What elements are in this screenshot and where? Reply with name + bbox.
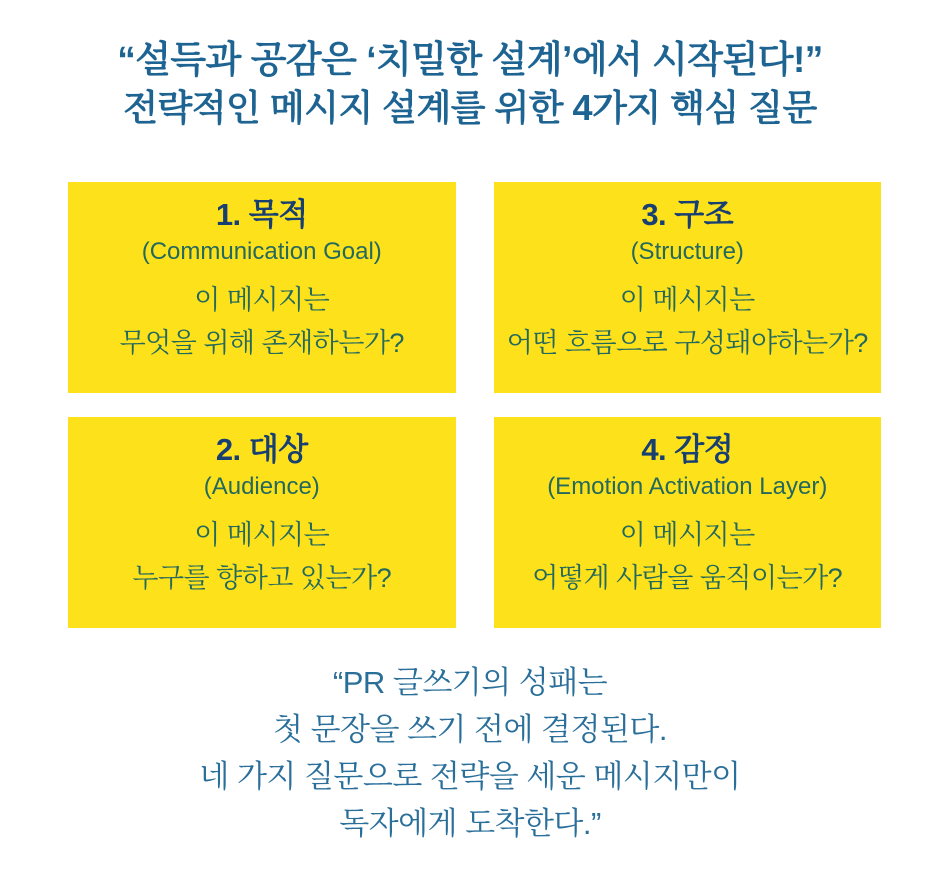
card-audience-heading: 2. 대상 [215, 432, 308, 467]
card-goal-question-line-2: 무엇을 위해 존재하는가? [119, 328, 404, 358]
card-structure-question-line-1: 이 메시지는 [619, 285, 755, 315]
card-emotion-subtitle: (Emotion Activation Layer) [547, 473, 828, 500]
card-goal-question-line-1: 이 메시지는 [194, 285, 330, 315]
closing-quote-line-3: 네 가지 질문으로 전략을 세운 메시지만이 [199, 759, 741, 794]
card-emotion-question [494, 514, 882, 600]
card-goal-question [68, 279, 456, 365]
card-audience-subtitle: (Audience) [203, 473, 320, 500]
card-goal-subtitle: (Communication Goal) [141, 238, 382, 265]
card-goal-heading: 1. 목적 [215, 197, 308, 232]
card-audience-question-line-1: 이 메시지는 [194, 520, 330, 550]
card-structure-question-line-2: 어떤 흐름으로 구성돼야하는가? [506, 328, 868, 358]
card-structure-heading: 3. 구조 [641, 197, 734, 232]
card-audience-question-line-2: 누구를 향하고 있는가? [132, 563, 392, 593]
card-emotion-question-line-2: 어떻게 사람을 움직이는가? [532, 563, 843, 593]
title-line-2: 전략적인 메시지 설계를 위한 4가지 핵심 질문 [123, 87, 817, 128]
card-goal [68, 182, 456, 393]
card-structure-question [494, 279, 882, 365]
closing-quote [0, 659, 940, 847]
closing-quote-line-2: 첫 문장을 쓰기 전에 결정된다. [273, 712, 667, 747]
card-emotion [494, 417, 882, 628]
title-line-1: “설득과 공감은 ‘치밀한 설계’에서 시작된다!” [117, 39, 823, 80]
card-audience-question [68, 514, 456, 600]
card-audience [68, 417, 456, 628]
card-emotion-heading: 4. 감정 [641, 432, 734, 467]
closing-quote-line-4: 독자에게 도착한다.” [339, 806, 601, 841]
card-emotion-question-line-1: 이 메시지는 [619, 520, 755, 550]
card-structure [494, 182, 882, 393]
card-structure-subtitle: (Structure) [630, 238, 744, 265]
closing-quote-line-1: “PR 글쓰기의 성패는 [332, 665, 608, 700]
page-title [0, 0, 940, 132]
question-cards-grid [68, 182, 881, 628]
